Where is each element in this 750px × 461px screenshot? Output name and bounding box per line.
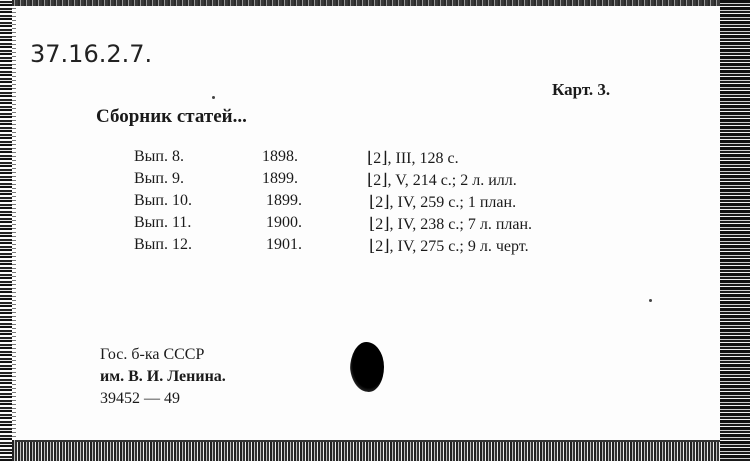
- issue-number: Вып. 12.: [134, 236, 192, 253]
- print-code: 39452 — 49: [100, 390, 180, 407]
- issue-details: ⌊2⌋, III, 128 с.: [367, 150, 459, 167]
- scan-edge-bottom: [12, 440, 720, 461]
- library-dedication: им. В. И. Ленина.: [100, 368, 226, 385]
- issue-details: ⌊2⌋, IV, 275 с.; 9 л. черт.: [369, 238, 529, 255]
- catalog-card: [16, 6, 720, 442]
- issue-details: ⌊2⌋, IV, 259 с.; 1 план.: [369, 194, 517, 211]
- scan-edge-left: [0, 0, 12, 461]
- issue-year: 1899.: [266, 192, 302, 209]
- collection-title: Сборник статей...: [96, 106, 247, 127]
- issue-year: 1901.: [266, 236, 302, 253]
- issue-year: 1898.: [262, 148, 298, 165]
- ink-blot: [350, 342, 384, 392]
- issue-details: ⌊2⌋, IV, 238 с.; 7 л. план.: [369, 216, 533, 233]
- issue-number: Вып. 9.: [134, 170, 184, 187]
- scan-edge-right: [720, 0, 750, 461]
- issue-number: Вып. 10.: [134, 192, 192, 209]
- library-name: Гос. б-ка СССР: [100, 346, 205, 363]
- shelf-mark: 37.16.2.7.: [30, 40, 153, 68]
- card-number-label: Карт. 3.: [552, 80, 611, 99]
- issue-year: 1899.: [262, 170, 298, 187]
- issue-year: 1900.: [266, 214, 302, 231]
- issue-details: ⌊2⌋, V, 214 с.; 2 л. илл.: [367, 172, 517, 189]
- dust-speck: [212, 96, 215, 99]
- issue-number: Вып. 8.: [134, 148, 184, 165]
- issue-number: Вып. 11.: [134, 214, 192, 231]
- dust-speck: [649, 299, 652, 302]
